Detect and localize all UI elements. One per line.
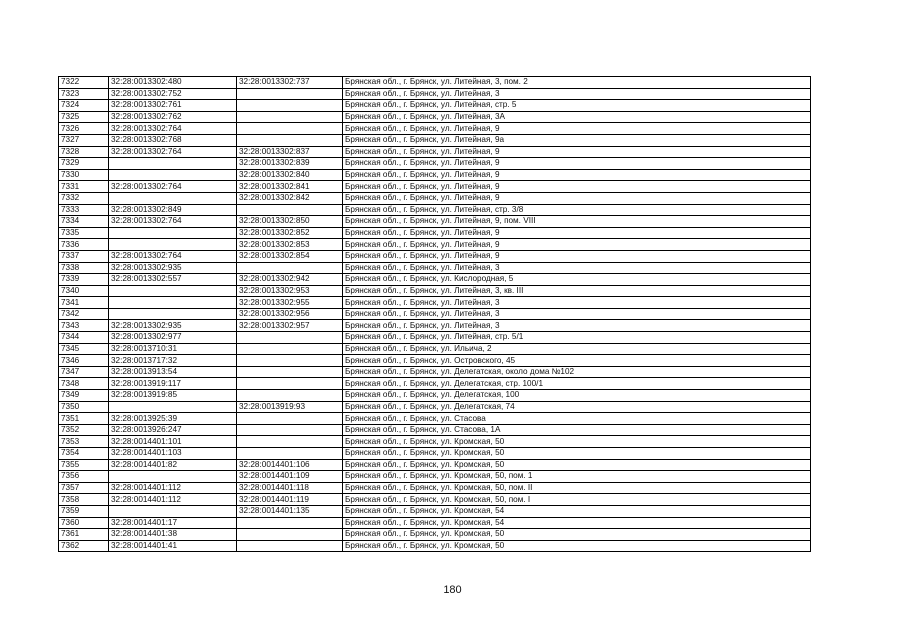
cadastral-number-cell: 32:28:0014401:41 — [109, 540, 237, 552]
table-row — [59, 77, 811, 89]
address-cell: Брянская обл., г. Брянск, ул. Делегатская, 74 — [343, 401, 811, 413]
linked-cadastral-number-cell — [237, 88, 343, 100]
cadastral-number-cell: 32:28:0013302:762 — [109, 111, 237, 123]
row-number-cell: 7359 — [59, 505, 109, 517]
address-cell: Брянская обл., г. Брянск, ул. Литейная, стр. 3/8 — [343, 204, 811, 216]
linked-cadastral-number-cell — [237, 436, 343, 448]
row-number-cell: 7328 — [59, 146, 109, 158]
linked-cadastral-number-cell — [237, 448, 343, 460]
row-number-cell: 7358 — [59, 494, 109, 506]
address-cell: Брянская обл., г. Брянск, ул. Литейная, 9 — [343, 123, 811, 135]
cadastral-number-cell — [109, 285, 237, 297]
address-cell: Брянская обл., г. Брянск, ул. Литейная, 9 — [343, 158, 811, 170]
linked-cadastral-number-cell: 32:28:0013302:837 — [237, 146, 343, 158]
cadastral-number-cell: 32:28:0013302:849 — [109, 204, 237, 216]
address-cell: Брянская обл., г. Брянск, ул. Литейная, 9а — [343, 134, 811, 146]
address-cell: Брянская обл., г. Брянск, ул. Кромская, 50, пом. I — [343, 494, 811, 506]
linked-cadastral-number-cell — [237, 529, 343, 541]
table-row — [59, 111, 811, 123]
linked-cadastral-number-cell: 32:28:0013302:737 — [237, 77, 343, 89]
row-number-cell: 7331 — [59, 181, 109, 193]
row-number-cell: 7346 — [59, 355, 109, 367]
table-row — [59, 227, 811, 239]
table-row — [59, 134, 811, 146]
cadastral-number-cell: 32:28:0014401:112 — [109, 494, 237, 506]
cadastral-number-cell: 32:28:0013302:764 — [109, 216, 237, 228]
cadastral-number-cell: 32:28:0014401:38 — [109, 529, 237, 541]
cadastral-number-cell — [109, 239, 237, 251]
address-cell: Брянская обл., г. Брянск, ул. Стасова — [343, 413, 811, 425]
address-cell: Брянская обл., г. Брянск, ул. Кромская, 50 — [343, 459, 811, 471]
cadastral-number-cell: 32:28:0013302:764 — [109, 181, 237, 193]
table-row — [59, 181, 811, 193]
table-row — [59, 274, 811, 286]
cadastral-number-cell — [109, 297, 237, 309]
address-cell: Брянская обл., г. Брянск, ул. Островского, 45 — [343, 355, 811, 367]
address-cell: Брянская обл., г. Брянск, ул. Делегатская, около дома №102 — [343, 366, 811, 378]
table-row — [59, 459, 811, 471]
row-number-cell: 7325 — [59, 111, 109, 123]
cadastral-number-cell: 32:28:0014401:17 — [109, 517, 237, 529]
cadastral-number-cell: 32:28:0013302:977 — [109, 332, 237, 344]
table-row — [59, 250, 811, 262]
address-cell: Брянская обл., г. Брянск, ул. Кромская, 50 — [343, 448, 811, 460]
table-row — [59, 482, 811, 494]
page-number: 180 — [443, 584, 462, 596]
linked-cadastral-number-cell: 32:28:0014401:118 — [237, 482, 343, 494]
cadastral-number-cell: 32:28:0014401:112 — [109, 482, 237, 494]
cadastral-number-cell: 32:28:0013925:39 — [109, 413, 237, 425]
table-row — [59, 332, 811, 344]
row-number-cell: 7334 — [59, 216, 109, 228]
row-number-cell: 7333 — [59, 204, 109, 216]
row-number-cell: 7326 — [59, 123, 109, 135]
row-number-cell: 7356 — [59, 471, 109, 483]
linked-cadastral-number-cell: 32:28:0014401:119 — [237, 494, 343, 506]
table-row — [59, 192, 811, 204]
linked-cadastral-number-cell — [237, 378, 343, 390]
linked-cadastral-number-cell: 32:28:0013302:955 — [237, 297, 343, 309]
address-cell: Брянская обл., г. Брянск, ул. Литейная, 3 — [343, 262, 811, 274]
cadastral-number-cell: 32:28:0014401:82 — [109, 459, 237, 471]
cadastral-number-cell: 32:28:0013302:768 — [109, 134, 237, 146]
address-cell: Брянская обл., г. Брянск, ул. Литейная, 3 — [343, 88, 811, 100]
linked-cadastral-number-cell: 32:28:0014401:106 — [237, 459, 343, 471]
row-number-cell: 7345 — [59, 343, 109, 355]
table-row — [59, 401, 811, 413]
linked-cadastral-number-cell: 32:28:0013302:852 — [237, 227, 343, 239]
address-cell: Брянская обл., г. Брянск, ул. Литейная, 3, кв. III — [343, 285, 811, 297]
linked-cadastral-number-cell: 32:28:0014401:135 — [237, 505, 343, 517]
row-number-cell: 7329 — [59, 158, 109, 170]
row-number-cell: 7344 — [59, 332, 109, 344]
address-cell: Брянская обл., г. Брянск, ул. Ильича, 2 — [343, 343, 811, 355]
linked-cadastral-number-cell: 32:28:0014401:109 — [237, 471, 343, 483]
cadastral-number-cell: 32:28:0013302:764 — [109, 146, 237, 158]
address-cell: Брянская обл., г. Брянск, ул. Литейная, 9 — [343, 227, 811, 239]
row-number-cell: 7330 — [59, 169, 109, 181]
cadastral-number-cell: 32:28:0013302:764 — [109, 123, 237, 135]
row-number-cell: 7353 — [59, 436, 109, 448]
linked-cadastral-number-cell — [237, 100, 343, 112]
address-cell: Брянская обл., г. Брянск, ул. Литейная, 3 — [343, 320, 811, 332]
table-row — [59, 471, 811, 483]
row-number-cell: 7343 — [59, 320, 109, 332]
registry-table-body — [59, 77, 811, 552]
linked-cadastral-number-cell — [237, 262, 343, 274]
address-cell: Брянская обл., г. Брянск, ул. Кромская, 50 — [343, 529, 811, 541]
cadastral-number-cell: 32:28:0014401:101 — [109, 436, 237, 448]
table-row — [59, 448, 811, 460]
cadastral-number-cell — [109, 308, 237, 320]
registry-table — [58, 76, 811, 552]
row-number-cell: 7337 — [59, 250, 109, 262]
row-number-cell: 7362 — [59, 540, 109, 552]
cadastral-number-cell — [109, 158, 237, 170]
linked-cadastral-number-cell: 32:28:0013302:853 — [237, 239, 343, 251]
linked-cadastral-number-cell — [237, 343, 343, 355]
linked-cadastral-number-cell — [237, 123, 343, 135]
table-row — [59, 378, 811, 390]
table-row — [59, 285, 811, 297]
address-cell: Брянская обл., г. Брянск, ул. Кислородная, 5 — [343, 274, 811, 286]
cadastral-number-cell: 32:28:0013302:761 — [109, 100, 237, 112]
linked-cadastral-number-cell — [237, 390, 343, 402]
row-number-cell: 7351 — [59, 413, 109, 425]
address-cell: Брянская обл., г. Брянск, ул. Литейная, 9 — [343, 192, 811, 204]
cadastral-number-cell: 32:28:0013919:117 — [109, 378, 237, 390]
address-cell: Брянская обл., г. Брянск, ул. Литейная, 9 — [343, 146, 811, 158]
table-row — [59, 262, 811, 274]
row-number-cell: 7349 — [59, 390, 109, 402]
table-row — [59, 320, 811, 332]
row-number-cell: 7354 — [59, 448, 109, 460]
table-row — [59, 88, 811, 100]
row-number-cell: 7324 — [59, 100, 109, 112]
table-row — [59, 239, 811, 251]
address-cell: Брянская обл., г. Брянск, ул. Литейная, 3 — [343, 297, 811, 309]
linked-cadastral-number-cell — [237, 517, 343, 529]
address-cell: Брянская обл., г. Брянск, ул. Литейная, стр. 5 — [343, 100, 811, 112]
table-row — [59, 158, 811, 170]
table-row — [59, 343, 811, 355]
row-number-cell: 7348 — [59, 378, 109, 390]
linked-cadastral-number-cell — [237, 134, 343, 146]
row-number-cell: 7352 — [59, 424, 109, 436]
cadastral-number-cell — [109, 227, 237, 239]
table-row — [59, 540, 811, 552]
cadastral-number-cell: 32:28:0013302:764 — [109, 250, 237, 262]
address-cell: Брянская обл., г. Брянск, ул. Литейная, 9 — [343, 169, 811, 181]
table-row — [59, 436, 811, 448]
address-cell: Брянская обл., г. Брянск, ул. Литейная, 9 — [343, 250, 811, 262]
linked-cadastral-number-cell — [237, 332, 343, 344]
linked-cadastral-number-cell: 32:28:0013302:957 — [237, 320, 343, 332]
cadastral-number-cell: 32:28:0013302:935 — [109, 262, 237, 274]
linked-cadastral-number-cell: 32:28:0013302:854 — [237, 250, 343, 262]
cadastral-number-cell: 32:28:0013926:247 — [109, 424, 237, 436]
row-number-cell: 7357 — [59, 482, 109, 494]
cadastral-number-cell: 32:28:0013717:32 — [109, 355, 237, 367]
address-cell: Брянская обл., г. Брянск, ул. Литейная, 9, пом. VIII — [343, 216, 811, 228]
table-row — [59, 424, 811, 436]
address-cell: Брянская обл., г. Брянск, ул. Делегатская, 100 — [343, 390, 811, 402]
row-number-cell: 7342 — [59, 308, 109, 320]
address-cell: Брянская обл., г. Брянск, ул. Кромская, 54 — [343, 505, 811, 517]
table-row — [59, 123, 811, 135]
address-cell: Брянская обл., г. Брянск, ул. Делегатская, стр. 100/1 — [343, 378, 811, 390]
row-number-cell: 7339 — [59, 274, 109, 286]
cadastral-number-cell: 32:28:0013710:31 — [109, 343, 237, 355]
linked-cadastral-number-cell: 32:28:0013302:956 — [237, 308, 343, 320]
row-number-cell: 7341 — [59, 297, 109, 309]
address-cell: Брянская обл., г. Брянск, ул. Литейная, 3 — [343, 308, 811, 320]
cadastral-number-cell — [109, 169, 237, 181]
table-row — [59, 355, 811, 367]
row-number-cell: 7323 — [59, 88, 109, 100]
row-number-cell: 7350 — [59, 401, 109, 413]
address-cell: Брянская обл., г. Брянск, ул. Литейная, 3А — [343, 111, 811, 123]
address-cell: Брянская обл., г. Брянск, ул. Литейная, стр. 5/1 — [343, 332, 811, 344]
row-number-cell: 7327 — [59, 134, 109, 146]
row-number-cell: 7347 — [59, 366, 109, 378]
address-cell: Брянская обл., г. Брянск, ул. Кромская, 50 — [343, 540, 811, 552]
linked-cadastral-number-cell: 32:28:0013302:842 — [237, 192, 343, 204]
address-cell: Брянская обл., г. Брянск, ул. Литейная, 3, пом. 2 — [343, 77, 811, 89]
linked-cadastral-number-cell — [237, 355, 343, 367]
cadastral-number-cell: 32:28:0013302:480 — [109, 77, 237, 89]
address-cell: Брянская обл., г. Брянск, ул. Кромская, 50 — [343, 436, 811, 448]
linked-cadastral-number-cell: 32:28:0013302:953 — [237, 285, 343, 297]
linked-cadastral-number-cell: 32:28:0013302:942 — [237, 274, 343, 286]
row-number-cell: 7340 — [59, 285, 109, 297]
table-row — [59, 216, 811, 228]
cadastral-number-cell — [109, 192, 237, 204]
table-row — [59, 308, 811, 320]
table-row — [59, 169, 811, 181]
address-cell: Брянская обл., г. Брянск, ул. Кромская, 50, пом. II — [343, 482, 811, 494]
table-row — [59, 146, 811, 158]
table-row — [59, 413, 811, 425]
table-row — [59, 505, 811, 517]
linked-cadastral-number-cell — [237, 111, 343, 123]
row-number-cell: 7360 — [59, 517, 109, 529]
table-row — [59, 297, 811, 309]
row-number-cell: 7336 — [59, 239, 109, 251]
table-row — [59, 390, 811, 402]
address-cell: Брянская обл., г. Брянск, ул. Стасова, 1А — [343, 424, 811, 436]
row-number-cell: 7355 — [59, 459, 109, 471]
table-row — [59, 529, 811, 541]
linked-cadastral-number-cell: 32:28:0013919:93 — [237, 401, 343, 413]
row-number-cell: 7322 — [59, 77, 109, 89]
linked-cadastral-number-cell — [237, 540, 343, 552]
table-row — [59, 366, 811, 378]
cadastral-number-cell: 32:28:0013302:752 — [109, 88, 237, 100]
cadastral-number-cell — [109, 471, 237, 483]
linked-cadastral-number-cell: 32:28:0013302:850 — [237, 216, 343, 228]
address-cell: Брянская обл., г. Брянск, ул. Кромская, 54 — [343, 517, 811, 529]
cadastral-number-cell — [109, 505, 237, 517]
row-number-cell: 7361 — [59, 529, 109, 541]
linked-cadastral-number-cell — [237, 424, 343, 436]
table-row — [59, 204, 811, 216]
linked-cadastral-number-cell: 32:28:0013302:839 — [237, 158, 343, 170]
linked-cadastral-number-cell — [237, 204, 343, 216]
linked-cadastral-number-cell — [237, 413, 343, 425]
address-cell: Брянская обл., г. Брянск, ул. Литейная, 9 — [343, 181, 811, 193]
cadastral-number-cell — [109, 401, 237, 413]
linked-cadastral-number-cell: 32:28:0013302:840 — [237, 169, 343, 181]
row-number-cell: 7335 — [59, 227, 109, 239]
linked-cadastral-number-cell: 32:28:0013302:841 — [237, 181, 343, 193]
cadastral-number-cell: 32:28:0013302:557 — [109, 274, 237, 286]
address-cell: Брянская обл., г. Брянск, ул. Литейная, 9 — [343, 239, 811, 251]
cadastral-number-cell: 32:28:0014401:103 — [109, 448, 237, 460]
table-row — [59, 494, 811, 506]
linked-cadastral-number-cell — [237, 366, 343, 378]
table-row — [59, 517, 811, 529]
cadastral-number-cell: 32:28:0013913:54 — [109, 366, 237, 378]
table-row — [59, 100, 811, 112]
address-cell: Брянская обл., г. Брянск, ул. Кромская, 50, пом. 1 — [343, 471, 811, 483]
row-number-cell: 7332 — [59, 192, 109, 204]
row-number-cell: 7338 — [59, 262, 109, 274]
cadastral-number-cell: 32:28:0013919:85 — [109, 390, 237, 402]
cadastral-number-cell: 32:28:0013302:935 — [109, 320, 237, 332]
